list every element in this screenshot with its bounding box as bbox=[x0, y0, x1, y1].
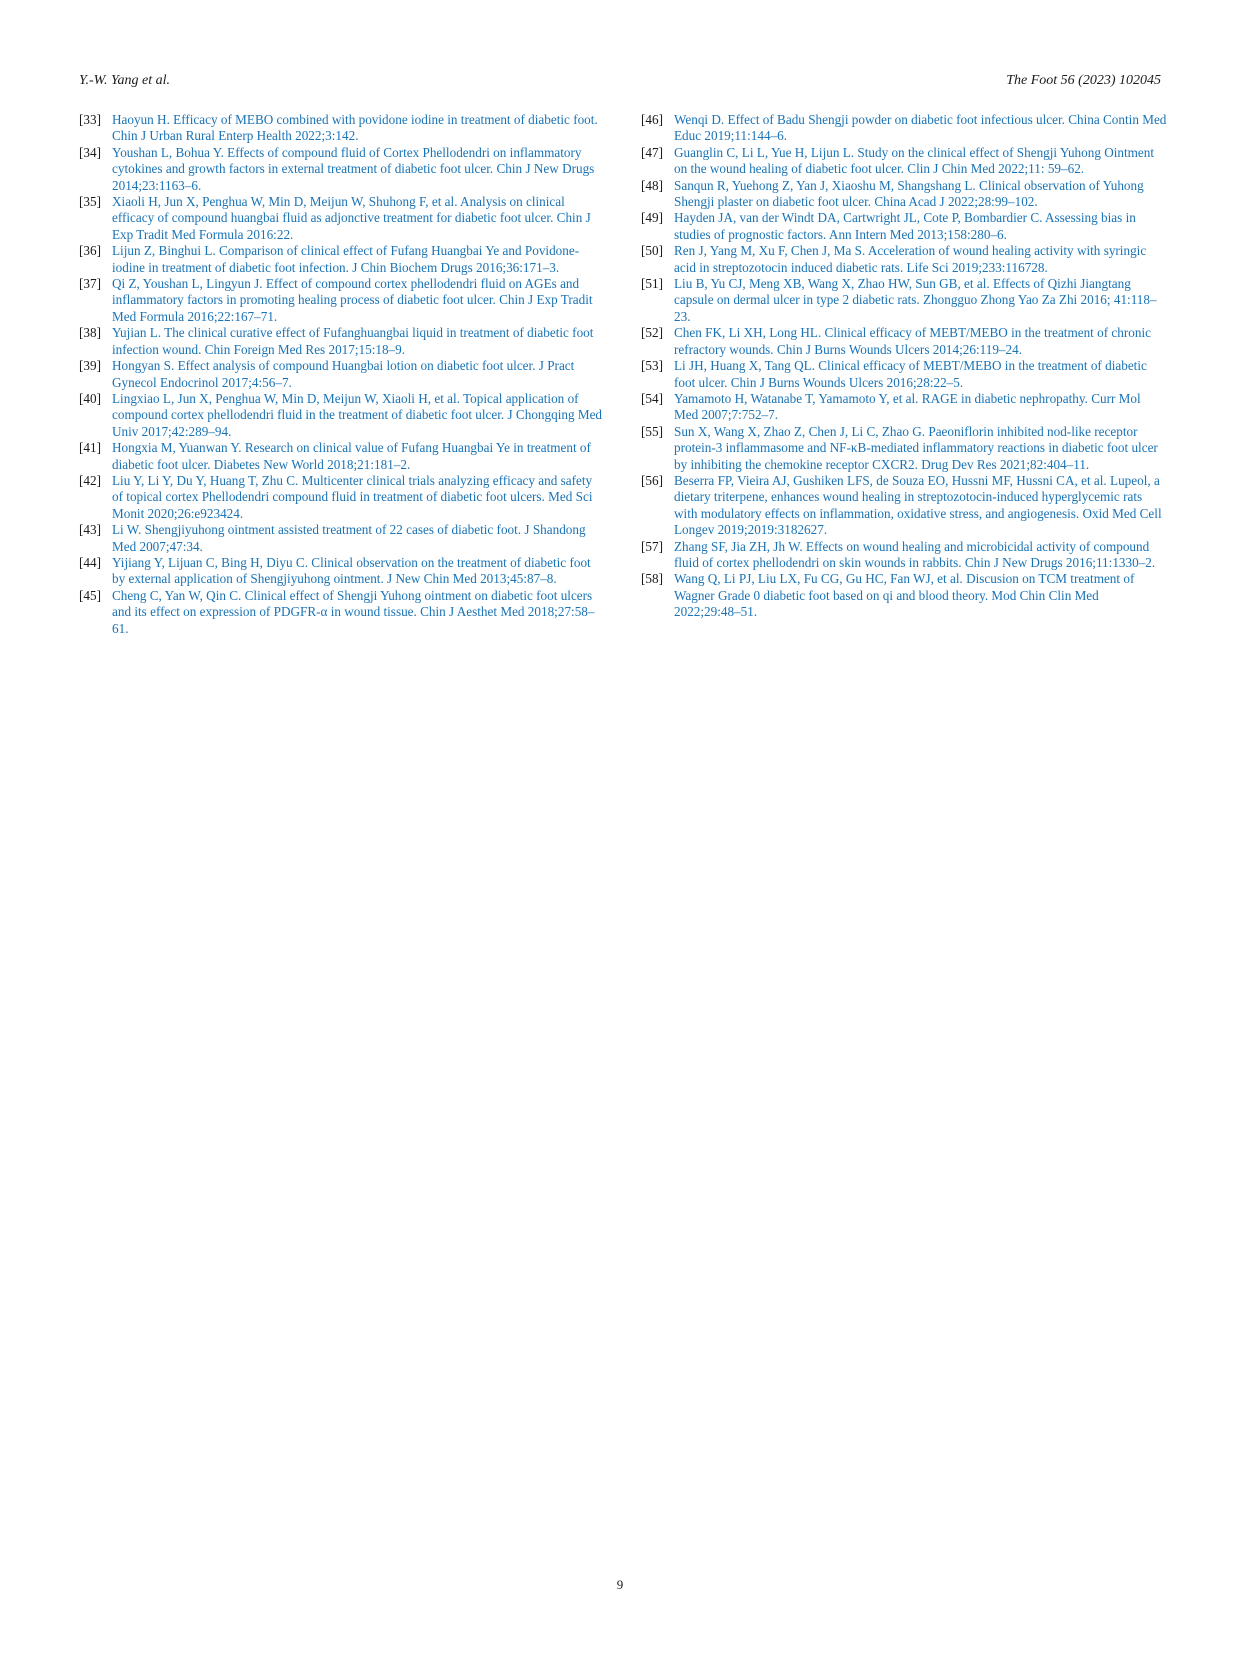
reference-link[interactable]: Lijun Z, Binghui L. Comparison of clinical effect of Fufang Huangbai Ye and Povidone-iodine in treatment of diabetic foot infection. J Chin Biochem Drugs 2016;36:171–3. bbox=[112, 243, 580, 275]
reference-link[interactable]: Lingxiao L, Jun X, Penghua W, Min D, Meijun W, Xiaoli H, et al. Topical application of compound cortex phellodendri fluid in the treatment of diabetic foot ulcer. J Chongqing Med Univ 2017;42:289–94. bbox=[112, 390, 603, 439]
reference-number: [53] bbox=[641, 358, 663, 374]
reference-number: [44] bbox=[79, 554, 101, 570]
reference-number: [52] bbox=[641, 325, 663, 341]
reference-link[interactable]: Cheng C, Yan W, Qin C. Clinical effect of Shengji Yuhong ointment on diabetic foot ulcers and its effect on expression of PDGFR-α in wound tissue. Chin J Aesthet Med 2018;27:58–61. bbox=[112, 587, 595, 636]
reference-entry bbox=[79, 391, 604, 440]
reference-number: [43] bbox=[79, 522, 101, 538]
references-left-column bbox=[79, 112, 604, 637]
reference-link[interactable]: Li W. Shengjiyuhong ointment assisted treatment of 22 cases of diabetic foot. J Shandong Med 2007;47:34. bbox=[112, 522, 586, 554]
reference-number: [56] bbox=[641, 472, 663, 488]
reference-number: [55] bbox=[641, 423, 663, 439]
reference-number: [58] bbox=[641, 571, 663, 587]
reference-link[interactable]: Sun X, Wang X, Zhao Z, Chen J, Li C, Zhao G. Paeoniflorin inhibited nod-like receptor protein-3 inflammasome and NF-κB-mediated inflammatory reactions in diabetic foot ulcer by inhibiting the chemokine receptor CXCR2. Drug Dev Res 2021;82:404–11. bbox=[674, 423, 1158, 472]
reference-entry bbox=[79, 440, 604, 473]
reference-entry bbox=[79, 194, 604, 243]
reference-number: [51] bbox=[641, 276, 663, 292]
reference-entry bbox=[79, 112, 604, 145]
reference-link[interactable]: Hongyan S. Effect analysis of compound Huangbai lotion on diabetic foot ulcer. J Pract Gynecol Endocrinol 2017;4:56–7. bbox=[112, 358, 575, 390]
reference-entry bbox=[79, 145, 604, 194]
running-head bbox=[79, 73, 1161, 95]
reference-number: [39] bbox=[79, 358, 101, 374]
reference-number: [54] bbox=[641, 390, 663, 406]
reference-link[interactable]: Li JH, Huang X, Tang QL. Clinical efficacy of MEBT/MEBO in the treatment of diabetic foot ulcer. Chin J Burns Wounds Ulcers 2016;28:22–5. bbox=[674, 358, 1147, 390]
reference-link[interactable]: Liu Y, Li Y, Du Y, Huang T, Zhu C. Multicenter clinical trials analyzing efficacy and safety of topical cortex Phellodendri compound fluid in treatment of diabetic foot ulcers. Med Sci Monit 2020;26:e923424. bbox=[112, 472, 593, 521]
reference-entry bbox=[79, 325, 604, 358]
reference-entry bbox=[79, 555, 604, 588]
reference-number: [36] bbox=[79, 243, 101, 259]
reference-link[interactable]: Sanqun R, Yuehong Z, Yan J, Xiaoshu M, Shangshang L. Clinical observation of Yuhong Shengji plaster on diabetic foot ulcer. China Acad J 2022;28:99–102. bbox=[674, 177, 1144, 210]
reference-link[interactable]: Xiaoli H, Jun X, Penghua W, Min D, Meijun W, Shuhong F, et al. Analysis on clinical efficacy of compound huangbai fluid as adjonctive treatment for diabetic foot ulcer. Chin J Exp Tradit Med Formula 2016:22. bbox=[112, 194, 591, 242]
reference-entry bbox=[79, 243, 604, 276]
reference-number: [34] bbox=[79, 144, 101, 160]
page-number: 9 bbox=[616, 1577, 624, 1592]
reference-link[interactable]: Yujian L. The clinical curative effect of Fufanghuangbai liquid in treatment of diabetic foot infection wound. Chin Foreign Med Res 2017;15:18–9. bbox=[112, 325, 594, 357]
reference-entry bbox=[641, 473, 1167, 539]
reference-number: [33] bbox=[79, 112, 101, 127]
reference-link[interactable]: Yijiang Y, Lijuan C, Bing H, Diyu C. Clinical observation on the treatment of diabetic foot by external application of Shengjiyuhong ointment. J New Chin Med 2013;45:87–8. bbox=[112, 554, 591, 587]
reference-number: [47] bbox=[641, 144, 663, 160]
reference-number: [48] bbox=[641, 177, 663, 193]
reference-link[interactable]: Hayden JA, van der Windt DA, Cartwright JL, Cote P, Bombardier C. Assessing bias in studies of prognostic factors. Ann Intern Med 2013;158:280–6. bbox=[674, 210, 1136, 242]
reference-number: [38] bbox=[79, 325, 101, 341]
reference-entry bbox=[641, 391, 1167, 424]
reference-entry bbox=[79, 276, 604, 325]
reference-entry bbox=[641, 112, 1167, 145]
reference-link[interactable]: Ren J, Yang M, Xu F, Chen J, Ma S. Acceleration of wound healing activity with syringic acid in streptozotocin induced diabetic rats. Life Sci 2019;233:116728. bbox=[674, 243, 1147, 275]
reference-link[interactable]: Guanglin C, Li L, Yue H, Lijun L. Study on the clinical effect of Shengji Yuhong Ointment on the wound healing of diabetic foot ulcer. Clin J Chin Med 2022;11: 59–62. bbox=[674, 144, 1155, 177]
reference-link[interactable]: Chen FK, Li XH, Long HL. Clinical efficacy of MEBT/MEBO in the treatment of chronic refractory wounds. Chin J Burns Wounds Ulcers 2014;26:119–24. bbox=[674, 325, 1151, 357]
reference-number: [46] bbox=[641, 112, 663, 127]
running-head-authors: Y.-W. Yang et al. bbox=[79, 73, 171, 88]
reference-entry bbox=[641, 243, 1167, 276]
reference-entry bbox=[79, 473, 604, 522]
reference-link[interactable]: Liu B, Yu CJ, Meng XB, Wang X, Zhao HW, Sun GB, et al. Effects of Qizhi Jiangtang capsule on dermal ulcer in type 2 diabetic rats. Zhongguo Zhong Yao Za Zhi 2016; 41:118–23. bbox=[674, 276, 1157, 324]
reference-link[interactable]: Qi Z, Youshan L, Lingyun J. Effect of compound cortex phellodendri fluid on AGEs and inflammatory factors in promoting healing process of diabetic foot ulcer. Chin J Exp Tradit Med Formula 2016;22:167–71. bbox=[112, 276, 593, 324]
reference-link[interactable]: Yamamoto H, Watanabe T, Yamamoto Y, et al. RAGE in diabetic nephropathy. Curr Mol Med 2007;7:752–7. bbox=[674, 390, 1141, 423]
reference-link[interactable]: Zhang SF, Jia ZH, Jh W. Effects on wound healing and microbicidal activity of compound fluid of cortex phellodendri on skin wounds in rabbits. Chin J New Drugs 2016;11:1330–2. bbox=[674, 538, 1156, 570]
reference-number: [40] bbox=[79, 390, 101, 406]
reference-number: [57] bbox=[641, 538, 663, 554]
reference-entry bbox=[79, 522, 604, 555]
reference-link[interactable]: Youshan L, Bohua Y. Effects of compound fluid of Cortex Phellodendri on inflammatory cytokines and growth factors in external treatment of diabetic foot ulcer. Chin J New Drugs 2014;23:1163–6. bbox=[112, 144, 595, 193]
reference-number: [49] bbox=[641, 210, 663, 226]
reference-entry bbox=[641, 145, 1167, 178]
reference-entry bbox=[641, 571, 1167, 620]
reference-number: [37] bbox=[79, 276, 101, 292]
reference-entry bbox=[79, 358, 604, 391]
reference-entry bbox=[641, 210, 1167, 243]
reference-entry bbox=[641, 178, 1167, 211]
reference-entry bbox=[641, 539, 1167, 572]
reference-number: [35] bbox=[79, 194, 101, 210]
reference-link[interactable]: Wang Q, Li PJ, Liu LX, Fu CG, Gu HC, Fan WJ, et al. Discusion on TCM treatment of Wagner Grade 0 diabetic foot based on qi and blood theory. Mod Chin Clin Med 2022;29:48–51. bbox=[674, 571, 1135, 620]
running-head-journal: The Foot 56 (2023) 102045 bbox=[1006, 73, 1161, 88]
reference-number: [45] bbox=[79, 587, 101, 603]
reference-number: [50] bbox=[641, 243, 663, 259]
reference-link[interactable]: Wenqi D. Effect of Badu Shengji powder on diabetic foot infectious ulcer. China Contin Med Educ 2019;11:144–6. bbox=[674, 112, 1167, 144]
reference-number: [42] bbox=[79, 472, 101, 488]
reference-entry bbox=[641, 276, 1167, 325]
reference-entry bbox=[641, 424, 1167, 473]
references-right-column bbox=[641, 112, 1167, 621]
reference-entry bbox=[641, 358, 1167, 391]
reference-link[interactable]: Hongxia M, Yuanwan Y. Research on clinical value of Fufang Huangbai Ye in treatment of diabetic foot ulcer. Diabetes New World 2018;21:181–2. bbox=[112, 440, 591, 472]
reference-link[interactable]: Haoyun H. Efficacy of MEBO combined with povidone iodine in treatment of diabetic foot. Chin J Urban Rural Enterp Health 2022;3:142. bbox=[112, 112, 598, 144]
reference-entry bbox=[79, 588, 604, 637]
reference-link[interactable]: Beserra FP, Vieira AJ, Gushiken LFS, de Souza EO, Hussni MF, Hussni CA, et al. Lupeol, a dietary triterpene, enhances wound healing in streptozotocin-induced hyperglycemic rats with modulatory effects on inflammation, oxidative stress, and angiogenesis. Oxid Med Cell Longev 2019;2019:3182627. bbox=[674, 472, 1162, 538]
reference-entry bbox=[641, 325, 1167, 358]
reference-number: [41] bbox=[79, 440, 101, 456]
